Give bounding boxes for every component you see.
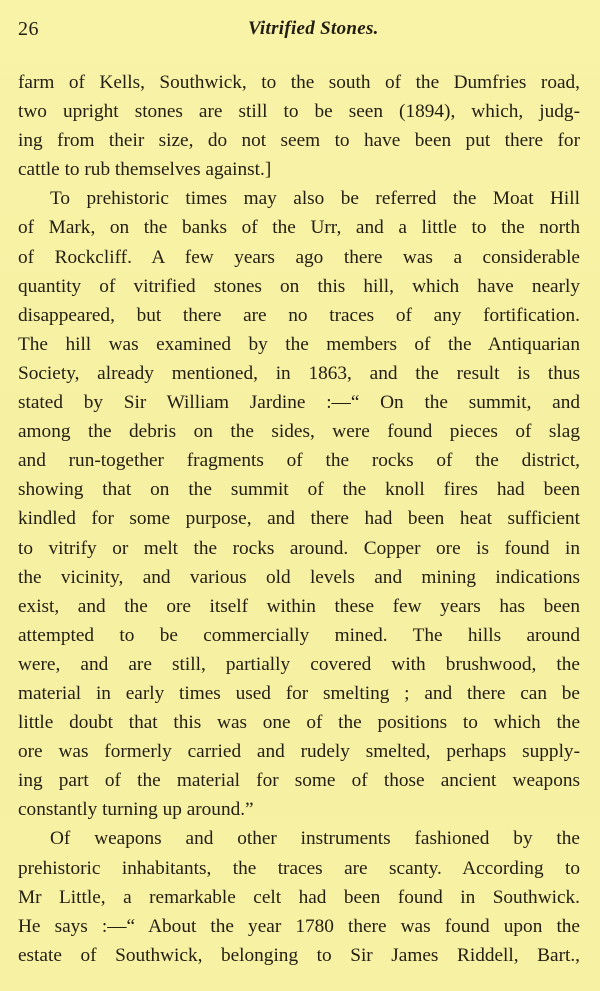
text-line: Mr Little, a remarkable celt had been found in Southwick. xyxy=(18,886,580,908)
text-line: exist, and the ore itself within these few years has been xyxy=(18,595,580,617)
text-line: to vitrify or melt the rocks around. Copper ore is found in xyxy=(18,537,580,559)
text-line: attempted to be commercially mined. The hills around xyxy=(18,624,580,646)
text-line: kindled for some purpose, and there had been heat sufficient xyxy=(18,508,580,530)
page-number: 26 xyxy=(18,18,39,40)
text-line: ore was formerly carried and rudely smelted, perhaps supply- xyxy=(18,741,580,763)
text-line: He says :—“ About the year 1780 there was found upon the xyxy=(18,915,580,937)
text-line: ing part of the material for some of those ancient weapons xyxy=(18,770,580,792)
text-line: and run-together fragments of the rocks of the district, xyxy=(18,450,580,472)
text-line: prehistoric inhabitants, the traces are scanty. According to xyxy=(18,857,580,879)
text-line: To prehistoric times may also be referred the Moat Hill xyxy=(50,188,580,210)
text-line: ing from their size, do not seem to have been put there for xyxy=(18,130,580,152)
text-line: little doubt that this was one of the positions to which the xyxy=(18,712,580,734)
text-line: showing that on the summit of the knoll fires had been xyxy=(18,479,580,501)
text-line: cattle to rub themselves against.] xyxy=(18,159,272,181)
running-title: Vitrified Stones. xyxy=(248,18,379,39)
text-line: two upright stones are still to be seen (1894), which, judg- xyxy=(18,101,580,123)
text-line: disappeared, but there are no traces of any fortification. xyxy=(18,304,580,326)
text-line: constantly turning up around.” xyxy=(18,799,254,821)
text-line: Society, already mentioned, in 1863, and the result is thus xyxy=(18,362,580,384)
text-line: farm of Kells, Southwick, to the south of the Dumfries road, xyxy=(18,72,580,93)
text-line: Of weapons and other instruments fashioned by the xyxy=(50,828,580,850)
text-line: material in early times used for smelting ; and there can be xyxy=(18,682,580,704)
text-line: The hill was examined by the members of the Antiquarian xyxy=(18,333,580,355)
text-line: among the debris on the sides, were found pieces of slag xyxy=(18,421,580,443)
body-text xyxy=(18,68,580,970)
text-line: were, and are still, partially covered with brushwood, the xyxy=(18,653,580,675)
text-line: the vicinity, and various old levels and mining indications xyxy=(18,566,580,588)
text-line: of Rockcliff. A few years ago there was a considerable xyxy=(18,246,580,268)
page-header xyxy=(18,18,578,48)
text-line: stated by Sir William Jardine :—“ On the summit, and xyxy=(18,392,580,414)
text-line: estate of Southwick, belonging to Sir James Riddell, Bart., xyxy=(18,944,580,966)
text-line: of Mark, on the banks of the Urr, and a little to the north xyxy=(18,217,580,239)
text-line: quantity of vitrified stones on this hill, which have nearly xyxy=(18,275,580,297)
